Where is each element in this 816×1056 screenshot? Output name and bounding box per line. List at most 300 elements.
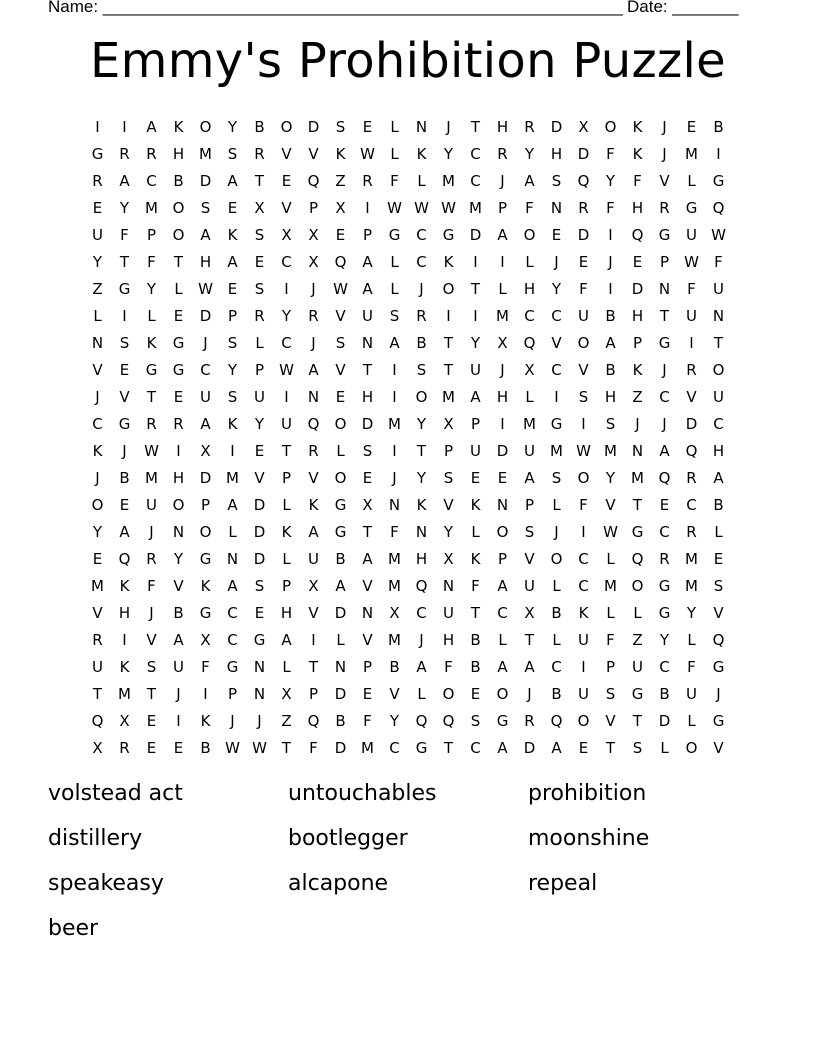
grid-row — [84, 680, 732, 707]
grid-letter: G — [145, 360, 158, 379]
header-line — [48, 0, 739, 17]
grid-letter: A — [389, 333, 400, 352]
grid-letter: V — [551, 333, 562, 352]
grid-letter: E — [146, 711, 157, 730]
grid-letter: J — [554, 252, 559, 271]
grid-letter: O — [442, 684, 455, 703]
grid-letter: W — [333, 279, 348, 298]
grid-letter: T — [443, 738, 454, 757]
grid-letter: F — [687, 657, 696, 676]
grid-letter: V — [281, 198, 292, 217]
grid-letter: J — [419, 279, 424, 298]
grid-letter: G — [442, 225, 455, 244]
grid-letter: R — [146, 144, 157, 163]
grid-letter: J — [95, 468, 100, 487]
grid-letter: K — [173, 117, 184, 136]
grid-letter: K — [578, 603, 589, 622]
grid-letter: M — [145, 198, 158, 217]
grid-letter: V — [362, 576, 373, 595]
grid-row — [84, 599, 732, 626]
grid-letter: O — [496, 522, 509, 541]
grid-letter: G — [118, 279, 131, 298]
grid-letter: H — [496, 387, 509, 406]
grid-letter: T — [443, 360, 454, 379]
grid-row — [84, 518, 732, 545]
grid-letter: Y — [605, 468, 616, 487]
grid-letter: J — [662, 117, 667, 136]
grid-letter: A — [362, 279, 373, 298]
grid-letter: O — [496, 684, 509, 703]
grid-letter: G — [658, 576, 671, 595]
grid-letter: G — [496, 711, 509, 730]
grid-letter: N — [334, 657, 347, 676]
grid-letter: T — [119, 252, 130, 271]
grid-letter: G — [631, 684, 644, 703]
grid-letter: Q — [550, 711, 563, 730]
grid-letter: Q — [307, 171, 320, 190]
grid-letter: I — [230, 441, 235, 460]
grid-letter: Y — [416, 468, 427, 487]
grid-letter: K — [281, 522, 292, 541]
name-field-label: Name: _______________________________________________________ — [48, 0, 623, 16]
grid-letter: A — [200, 225, 211, 244]
grid-letter: O — [172, 495, 185, 514]
grid-letter: E — [362, 117, 373, 136]
grid-letter: E — [254, 441, 265, 460]
grid-letter: A — [281, 630, 292, 649]
grid-letter: X — [335, 198, 346, 217]
grid-letter: S — [227, 387, 238, 406]
grid-letter: F — [606, 144, 615, 163]
grid-letter: N — [253, 657, 266, 676]
grid-letter: S — [524, 522, 535, 541]
grid-letter: T — [92, 684, 103, 703]
grid-letter: K — [227, 225, 238, 244]
grid-letter: X — [443, 549, 454, 568]
grid-letter: X — [92, 738, 103, 757]
grid-letter: A — [605, 333, 616, 352]
grid-letter: I — [689, 333, 694, 352]
grid-letter: J — [554, 522, 559, 541]
grid-letter: S — [632, 738, 643, 757]
grid-letter: P — [254, 360, 265, 379]
grid-letter: H — [604, 387, 617, 406]
grid-letter: F — [390, 171, 399, 190]
grid-letter: C — [146, 171, 157, 190]
grid-letter: T — [713, 333, 724, 352]
grid-letter: I — [500, 252, 505, 271]
grid-letter: Y — [443, 522, 454, 541]
grid-letter: U — [470, 441, 481, 460]
grid-letter: M — [361, 738, 374, 757]
grid-letter: R — [254, 144, 265, 163]
grid-letter: U — [632, 657, 643, 676]
grid-letter: Q — [712, 630, 725, 649]
grid-letter: M — [388, 576, 401, 595]
grid-letter: H — [118, 603, 131, 622]
grid-letter: M — [523, 414, 536, 433]
grid-letter: P — [281, 468, 292, 487]
grid-letter: V — [659, 171, 670, 190]
grid-letter: I — [473, 252, 478, 271]
grid-letter: V — [443, 495, 454, 514]
grid-letter: I — [122, 117, 127, 136]
grid-letter: I — [176, 711, 181, 730]
grid-letter: X — [200, 630, 211, 649]
grid-letter: C — [389, 738, 400, 757]
grid-letter: G — [91, 144, 104, 163]
grid-letter: M — [199, 144, 212, 163]
grid-letter: D — [253, 549, 266, 568]
grid-letter: O — [334, 468, 347, 487]
grid-letter: Q — [118, 549, 131, 568]
grid-letter: J — [662, 360, 667, 379]
grid-letter: S — [578, 387, 589, 406]
grid-letter: X — [497, 333, 508, 352]
grid-letter: Q — [685, 441, 698, 460]
grid-letter: K — [227, 414, 238, 433]
grid-letter: R — [686, 522, 697, 541]
grid-letter: L — [552, 576, 561, 595]
grid-letter: L — [498, 279, 507, 298]
grid-letter: P — [308, 198, 319, 217]
grid-letter: I — [176, 441, 181, 460]
grid-letter: I — [392, 441, 397, 460]
grid-letter: M — [145, 468, 158, 487]
grid-letter: R — [308, 306, 319, 325]
grid-letter: F — [309, 738, 318, 757]
grid-letter: E — [551, 225, 562, 244]
grid-letter: R — [92, 171, 103, 190]
grid-letter: V — [524, 549, 535, 568]
grid-letter: I — [500, 414, 505, 433]
grid-letter: W — [603, 522, 618, 541]
grid-letter: U — [578, 306, 589, 325]
grid-letter: S — [416, 360, 427, 379]
grid-letter: C — [713, 414, 724, 433]
grid-letter: D — [334, 738, 347, 757]
grid-letter: T — [362, 360, 373, 379]
grid-letter: R — [416, 306, 427, 325]
grid-letter: V — [146, 630, 157, 649]
grid-letter: I — [473, 306, 478, 325]
grid-letter: M — [604, 576, 617, 595]
grid-letter: J — [95, 387, 100, 406]
grid-letter: Y — [470, 333, 481, 352]
grid-letter: D — [334, 684, 347, 703]
grid-letter: Q — [577, 171, 590, 190]
grid-letter: L — [417, 171, 426, 190]
grid-letter: S — [227, 144, 238, 163]
grid-letter: I — [311, 630, 316, 649]
grid-letter: P — [281, 576, 292, 595]
grid-letter: A — [362, 252, 373, 271]
grid-letter: W — [360, 144, 375, 163]
grid-letter: I — [581, 414, 586, 433]
grid-letter: L — [93, 306, 102, 325]
grid-letter: E — [659, 495, 670, 514]
grid-letter: L — [336, 630, 345, 649]
grid-letter: L — [282, 657, 291, 676]
grid-letter: N — [388, 495, 401, 514]
grid-letter: F — [606, 630, 615, 649]
grid-letter: B — [470, 630, 481, 649]
grid-letter: J — [500, 171, 505, 190]
word-list-item: speakeasy — [48, 871, 164, 896]
grid-letter: A — [524, 171, 535, 190]
grid-letter: F — [147, 576, 156, 595]
grid-letter: V — [389, 684, 400, 703]
grid-letter: W — [225, 738, 240, 757]
grid-letter: X — [524, 603, 535, 622]
grid-letter: B — [605, 360, 616, 379]
grid-letter: L — [606, 549, 615, 568]
grid-letter: R — [524, 117, 535, 136]
grid-letter: N — [307, 387, 320, 406]
grid-letter: L — [606, 603, 615, 622]
grid-letter: T — [659, 306, 670, 325]
grid-letter: D — [550, 117, 563, 136]
grid-letter: L — [687, 630, 696, 649]
word-list-item: volstead act — [48, 781, 183, 806]
grid-letter: W — [684, 252, 699, 271]
grid-letter: P — [659, 252, 670, 271]
grid-letter: R — [659, 549, 670, 568]
grid-letter: C — [470, 171, 481, 190]
grid-letter: W — [252, 738, 267, 757]
grid-letter: I — [608, 225, 613, 244]
grid-letter: G — [172, 333, 185, 352]
grid-letter: B — [416, 333, 427, 352]
grid-letter: H — [172, 468, 185, 487]
grid-letter: Q — [523, 333, 536, 352]
grid-letter: C — [416, 603, 427, 622]
word-list-item: beer — [48, 916, 99, 941]
grid-letter: V — [605, 495, 616, 514]
grid-letter: Q — [334, 252, 347, 271]
grid-letter: E — [497, 468, 508, 487]
grid-letter: S — [551, 171, 562, 190]
grid-letter: I — [554, 387, 559, 406]
grid-letter: X — [524, 360, 535, 379]
grid-letter: I — [365, 198, 370, 217]
grid-letter: X — [362, 495, 373, 514]
grid-letter: H — [550, 144, 563, 163]
grid-letter: N — [226, 549, 239, 568]
grid-letter: E — [146, 738, 157, 757]
grid-letter: G — [712, 711, 725, 730]
grid-letter: B — [470, 657, 481, 676]
grid-letter: N — [361, 333, 374, 352]
grid-letter: L — [633, 603, 642, 622]
grid-letter: U — [713, 279, 724, 298]
grid-letter: S — [200, 198, 211, 217]
grid-row — [84, 383, 732, 410]
grid-letter: K — [416, 495, 427, 514]
grid-row — [84, 734, 732, 761]
grid-letter: V — [119, 387, 130, 406]
grid-letter: D — [658, 711, 671, 730]
grid-letter: O — [415, 387, 428, 406]
grid-letter: T — [632, 495, 643, 514]
grid-letter: N — [496, 495, 509, 514]
grid-letter: G — [550, 414, 563, 433]
grid-letter: T — [470, 117, 481, 136]
grid-letter: D — [199, 468, 212, 487]
grid-letter: C — [659, 387, 670, 406]
grid-letter: D — [199, 306, 212, 325]
grid-letter: Y — [254, 414, 265, 433]
grid-letter: E — [578, 252, 589, 271]
grid-letter: Q — [631, 549, 644, 568]
grid-letter: C — [470, 738, 481, 757]
grid-letter: Y — [173, 549, 184, 568]
grid-letter: S — [605, 684, 616, 703]
grid-letter: D — [577, 225, 590, 244]
grid-letter: L — [390, 252, 399, 271]
grid-letter: N — [415, 117, 428, 136]
grid-letter: H — [631, 306, 644, 325]
grid-letter: L — [687, 171, 696, 190]
grid-letter: O — [523, 225, 536, 244]
grid-letter: Z — [281, 711, 292, 730]
grid-row — [84, 275, 732, 302]
grid-letter: R — [308, 441, 319, 460]
grid-letter: L — [174, 279, 183, 298]
grid-letter: L — [552, 495, 561, 514]
grid-letter: V — [362, 630, 373, 649]
grid-letter: C — [659, 657, 670, 676]
grid-letter: F — [714, 252, 723, 271]
grid-letter: K — [200, 576, 211, 595]
grid-letter: A — [524, 657, 535, 676]
grid-letter: J — [662, 414, 667, 433]
grid-row — [84, 707, 732, 734]
grid-letter: A — [416, 657, 427, 676]
grid-letter: M — [685, 144, 698, 163]
grid-letter: E — [713, 549, 724, 568]
grid-letter: E — [686, 117, 697, 136]
grid-letter: J — [446, 117, 451, 136]
grid-letter: A — [308, 360, 319, 379]
grid-letter: U — [578, 630, 589, 649]
word-search-grid — [84, 113, 732, 761]
grid-letter: E — [92, 549, 103, 568]
grid-letter: X — [281, 225, 292, 244]
grid-letter: F — [579, 495, 588, 514]
grid-letter: X — [578, 117, 589, 136]
grid-letter: R — [578, 198, 589, 217]
grid-letter: X — [443, 414, 454, 433]
grid-letter: O — [199, 117, 212, 136]
grid-letter: J — [203, 333, 208, 352]
grid-letter: F — [687, 279, 696, 298]
grid-letter: C — [281, 333, 292, 352]
grid-letter: I — [581, 657, 586, 676]
grid-letter: C — [92, 414, 103, 433]
grid-letter: B — [335, 711, 346, 730]
grid-letter: Y — [227, 117, 238, 136]
grid-letter: O — [172, 198, 185, 217]
grid-letter: O — [631, 576, 644, 595]
grid-letter: L — [390, 144, 399, 163]
grid-letter: R — [686, 468, 697, 487]
word-list-item: repeal — [528, 871, 598, 896]
grid-letter: O — [604, 117, 617, 136]
grid-letter: A — [551, 738, 562, 757]
grid-letter: U — [578, 684, 589, 703]
grid-letter: X — [254, 198, 265, 217]
grid-letter: H — [172, 144, 185, 163]
grid-letter: F — [525, 198, 534, 217]
grid-letter: M — [631, 468, 644, 487]
grid-letter: A — [497, 225, 508, 244]
grid-letter: G — [226, 657, 239, 676]
grid-letter: A — [713, 468, 724, 487]
grid-letter: X — [389, 603, 400, 622]
word-list-item: bootlegger — [288, 826, 408, 851]
grid-letter: M — [388, 549, 401, 568]
word-list-item: moonshine — [528, 826, 650, 851]
grid-row — [84, 167, 732, 194]
grid-letter: Y — [443, 144, 454, 163]
grid-letter: R — [146, 414, 157, 433]
grid-letter: Q — [307, 414, 320, 433]
grid-letter: K — [443, 252, 454, 271]
grid-letter: C — [416, 225, 427, 244]
grid-letter: D — [253, 522, 266, 541]
grid-letter: H — [361, 387, 374, 406]
grid-letter: Q — [307, 711, 320, 730]
grid-letter: B — [200, 738, 211, 757]
grid-letter: A — [227, 495, 238, 514]
puzzle-title: Emmy's Prohibition Puzzle — [90, 33, 726, 89]
grid-letter: D — [496, 441, 509, 460]
grid-row — [84, 248, 732, 275]
grid-letter: S — [389, 306, 400, 325]
grid-letter: T — [416, 441, 427, 460]
grid-letter: Q — [658, 468, 671, 487]
grid-letter: S — [605, 414, 616, 433]
grid-letter: W — [414, 198, 429, 217]
grid-letter: C — [578, 576, 589, 595]
grid-letter: O — [172, 225, 185, 244]
grid-letter: K — [335, 144, 346, 163]
grid-letter: E — [578, 738, 589, 757]
grid-letter: H — [415, 549, 428, 568]
grid-letter: N — [442, 576, 455, 595]
grid-letter: C — [227, 603, 238, 622]
grid-letter: O — [685, 738, 698, 757]
grid-letter: P — [146, 225, 157, 244]
grid-letter: P — [227, 684, 238, 703]
grid-letter: D — [631, 279, 644, 298]
grid-letter: L — [282, 495, 291, 514]
grid-letter: N — [658, 279, 671, 298]
grid-letter: W — [144, 441, 159, 460]
grid-letter: P — [605, 657, 616, 676]
grid-letter: S — [119, 333, 130, 352]
grid-letter: S — [713, 576, 724, 595]
grid-letter: U — [443, 603, 454, 622]
grid-row — [84, 572, 732, 599]
grid-letter: U — [254, 387, 265, 406]
grid-letter: Q — [91, 711, 104, 730]
grid-letter: Y — [416, 414, 427, 433]
grid-letter: M — [226, 468, 239, 487]
grid-letter: H — [631, 198, 644, 217]
grid-letter: O — [442, 279, 455, 298]
